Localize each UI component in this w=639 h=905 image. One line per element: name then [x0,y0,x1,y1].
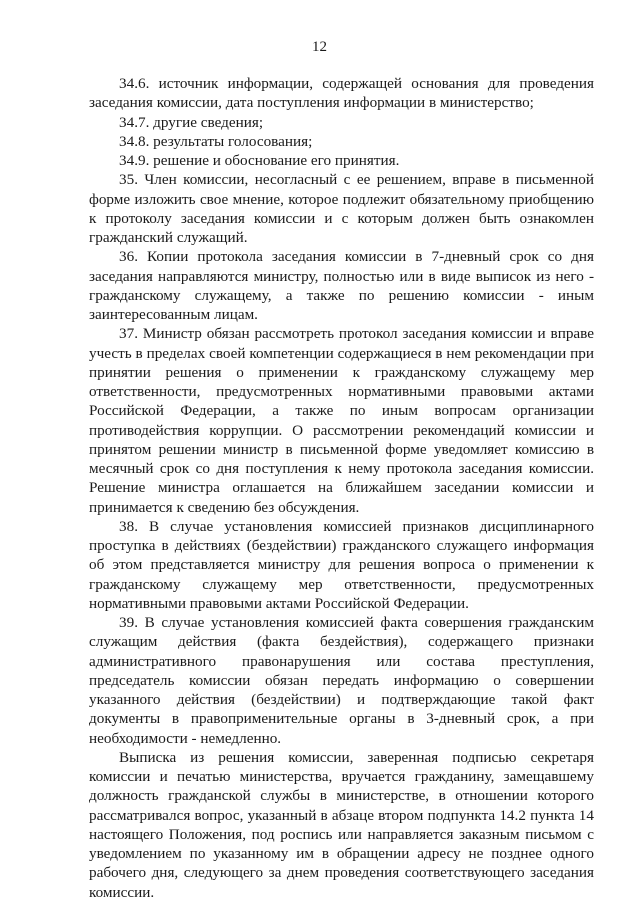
paragraph-37: 37. Министр обязан рассмотреть протокол заседания комиссии и вправе учесть в пределах своей компетенции содержащиеся в нем рекомендации при принятии решения о применении к гражданскому служащему мер ответственности, предусмотренных нормативными правовыми актами Российской Федерации, а также по иным вопросам организации противодействия коррупции. О рассмотрении рекомендаций комиссии и принятом решении министр в письменной форме уведомляет комиссию в месячный срок со дня поступления к нему протокола заседания комиссии. Решение министра оглашается на ближайшем заседании комиссии и принимается к сведению без обсуждения. [89,325,594,516]
paragraph-34-8: 34.8. результаты голосования; [119,132,313,150]
paragraph-34-9: 34.9. решение и обоснование его принятия. [119,152,400,169]
paragraph-34-7: 34.7. другие сведения; [119,113,264,131]
document-body [89,74,594,902]
paragraph-36: 36. Копии протокола заседания комиссии в 7-дневный срок со дня заседания направляются министру, полностью или в виде выписок из него - гражданскому служащему, а также по решению комиссии - иным заинтересованным лицам. [89,248,594,323]
paragraph-39: 39. В случае установления комиссией факта совершения гражданским служащим действия (факта бездействия), содержащего признаки административного правонарушения или состава преступления, председатель комиссии обязан передать информацию о совершении указанного действия (бездействии) и подтверждающие такой факт документы в правоприменительные органы в 3-дневный срок, а при необходимости - немедленно. [89,614,594,747]
paragraph-35: 35. Член комиссии, несогласный с ее решением, вправе в письменной форме изложить свое мнение, которое подлежит обязательному приобщению к протоколу заседания комиссии и с которым должен быть ознакомлен гражданский служащий. [89,171,594,246]
paragraph-34-6: 34.6. источник информации, содержащей основания для проведения заседания комиссии, дата поступления информации в министерство; [89,75,594,112]
page-number: 12 [312,39,327,55]
paragraph-extract: Выписка из решения комиссии, заверенная подписью секретаря комиссии и печатью министерства, вручается гражданину, замещавшему должность гражданской службы в министерстве, в отношении которого рассматривался вопрос, указанный в абзаце втором подпункта 14.2 пункта 14 настоящего Положения, под роспись или направляется заказным письмом с уведомлением по указанному им в обращении адресу не позднее одного рабочего дня, следующего за днем проведения соответствующего заседания комиссии. [89,748,594,901]
paragraph-38: 38. В случае установления комиссией признаков дисциплинарного проступка в действиях (бездействии) гражданского служащего информация об этом представляется министру для решения вопроса о применении к гражданскому служащему мер ответственности, предусмотренных нормативными правовыми актами Российской Федерации. [89,517,594,612]
